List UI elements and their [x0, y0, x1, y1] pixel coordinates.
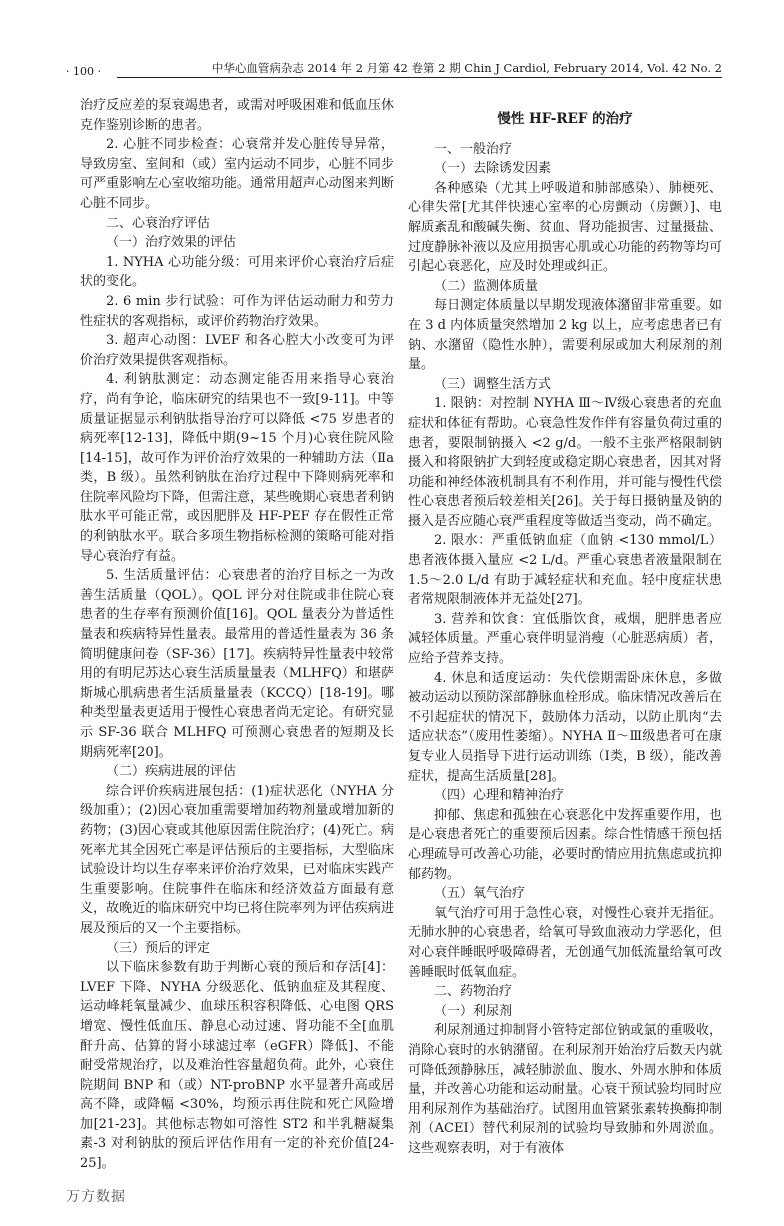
left-column	[80, 96, 394, 1174]
paragraph: 综合评价疾病进展包括：(1)症状恶化（NYHA 分级加重）；(2)因心衰加重需要增加药物剂量或增加新的药物；(3)因心衰或其他原因需住院治疗；(4)死亡。病死率尤其全因死亡率是评估预后的主要指标，大型临床试验设计均以生存率来评价治疗效果，已对临床实践产生重要影响。住院事件在临床和经济效益方面最有意义，故晚近的临床研究中均已将住院率列为评估疾病进展及预后的又一个主要指标。	[80, 783, 394, 936]
paragraph: 氧气治疗可用于急性心衰，对慢性心衰并无指征。无肺水肿的心衰患者，给氧可导致血液动力学恶化，但对心衰伴睡眠呼吸障碍者，无创通气加低流量给氧可改善睡眠时低氧血症。	[408, 905, 722, 980]
paragraph: 利尿剂通过抑制肾小管特定部位钠或氯的重吸收，消除心衰时的水钠潴留。在利尿剂开始治疗后数天内就可降低颈静脉压，减轻肺淤血、腹水、外周水肿和体质量，并改善心功能和运动耐量。心衰干预试验均同时应用利尿剂作为基础治疗。试图用血管紧张素转换酶抑制剂（ACEI）替代利尿剂的试验均导致肺和外周淤血。这些观察表明，对于有液体	[408, 1023, 722, 1156]
section-heading: （二）监测体质量	[434, 278, 539, 294]
right-column	[408, 96, 722, 1174]
section-heading: 二、心衰治疗评估	[106, 215, 211, 231]
paragraph: 以下临床参数有助于判断心衰的预后和存活[4]：LVEF 下降、NYHA 分级恶化、低钠血症及其程度、运动峰耗氧量减少、血球压积容积降低、心电图 QRS 增宽、慢性低血压、静息心动过速、肾功能不全[血肌酐升高、估算的肾小球滤过率（eGFR）降低]、不能耐受常规治疗，以及难治性容量超负荷。此外，心衰住院期间 BNP 和（或）NT-proBNP 水平显著升高或居高不降，或降幅 <30%，均预示再住院和死亡风险增加[21-23]。其他标志物如可溶性 ST2 和半乳糖凝集素-3 对利钠肽的预后评估作用有一定的补充价值[24-25]。	[80, 960, 394, 1172]
section-heading: （五）氧气治疗	[434, 886, 526, 902]
paragraph: 3. 超声心动图：LVEF 和各心腔大小改变可为评价治疗效果提供客观指标。	[80, 333, 394, 368]
paragraph: 4. 利钠肽测定：动态测定能否用来指导心衰治疗，尚有争论，临床研究的结果也不一致[9-11]。中等质量证据显示利钠肽指导治疗可以降低 <75 岁患者的病死率[12-13]，降低中期(9~15 个月)心衰住院风险[14-15]，故可作为评价治疗效果的一种辅助方法（Ⅱa 类，B 级）。虽然利钠肽在治疗过程中下降则病死率和住院率风险均下降，但需注意，某些晚期心衰患者利钠肽水平可能正常，或因肥胖及 HF-PEF 存在假性正常的利钠肽水平。联合多项生物指标检测的策略可能对指导心衰治疗有益。	[80, 372, 394, 564]
page-header	[66, 60, 722, 78]
paragraph: 3. 营养和饮食：宜低脂饮食，戒烟，肥胖患者应减轻体质量。严重心衰伴明显消瘦（心脏恶病质）者，应给予营养支持。	[408, 611, 722, 667]
section-heading: （一）治疗效果的评估	[106, 235, 237, 251]
section-title: 慢性 HF-REF 的治疗	[497, 111, 633, 127]
section-heading: （三）预后的评定	[106, 940, 211, 956]
section-heading: 一、一般治疗	[434, 141, 513, 157]
section-heading: （一）去除诱发因素	[434, 161, 552, 177]
paragraph: 5. 生活质量评估：心衰患者的治疗目标之一为改善生活质量（QOL）。QOL 评分对住院或非住院心衰患者的生存率有预测价值[16]。QOL 量表分为普适性量表和疾病特异性量表。最常用的普适性量表为 36 条简明健康问卷（SF-36）[17]。疾病特异性量表中较常用的有明尼苏达心衰生活质量量表（MLHFQ）和堪萨斯城心肌病患者生活质量量表（KCCQ）[18-19]。哪种类型量表更适用于慢性心衰患者尚无定论。有研究显示 SF-36 联合 MLHFQ 可预测心衰患者的短期及长期病死率[20]。	[80, 568, 394, 760]
paragraph: 2. 心脏不同步检查：心衰常并发心脏传导异常，导致房室、室间和（或）室内运动不同步，心脏不同步可严重影响左心室收缩功能。通常用超声心动图来判断心脏不同步。	[80, 137, 394, 211]
paragraph: 4. 休息和适度运动：失代偿期需卧床休息，多做被动运动以预防深部静脉血栓形成。临床情况改善后在不引起症状的情况下，鼓励体力活动，以防止肌肉“去适应状态”（废用性萎缩）。NYHA Ⅱ～Ⅲ级患者可在康复专业人员指导下进行运动训练（Ⅰ类，B 级），能改善症状，提高生活质量[28]。	[408, 670, 722, 784]
paragraph: 1. 限钠：对控制 NYHA Ⅲ～Ⅳ级心衰患者的充血症状和体征有帮助。心衰急性发作伴有容量负荷过重的患者，要限制钠摄入 <2 g/d。一般不主张严格限制钠摄入和将限钠扩大到轻度或稳定期心衰患者，因其对肾功能和神经体液机制具有不利作用，并可能与慢性代偿性心衰患者预后较差相关[26]。关于每日摄钠量及钠的摄入是否应随心衰严重程度等做适当变动，尚不确定。	[408, 396, 722, 529]
paragraph: 1. NYHA 心功能分级：可用来评价心衰治疗后症状的变化。	[80, 254, 394, 290]
paragraph: 各种感染（尤其上呼吸道和肺部感染）、肺梗死、心律失常[尤其伴快速心室率的心房颤动（房颤）]、电解质紊乱和酸碱失衡、贫血、肾功能损害、过量摄盐、过度静脉补液以及应用损害心肌或心功能的药物等均可引起心衰恶化，应及时处理或纠正。	[408, 180, 722, 275]
section-heading: （三）调整生活方式	[434, 376, 552, 392]
paragraph: 抑郁、焦虑和孤独在心衰恶化中发挥重要作用，也是心衰患者死亡的重要预后因素。综合性情感干预包括心理疏导可改善心功能，必要时酌情应用抗焦虑或抗抑郁药物。	[408, 807, 722, 882]
journal-running-head: 中华心血管病杂志 2014 年 2 月第 42 卷第 2 期 Chin J Cardiol, February 2014, Vol. 42 No. 2	[117, 60, 722, 78]
section-heading: （一）利尿剂	[434, 1003, 513, 1019]
two-column-body	[66, 96, 722, 1174]
section-heading: 二、药物治疗	[434, 984, 513, 1000]
paragraph: 每日测定体质量以早期发现液体潴留非常重要。如在 3 d 内体质量突然增加 2 kg 以上，应考虑患者已有钠、水潴留（隐性水肿），需要利尿或加大利尿剂的剂量。	[408, 298, 722, 373]
section-heading: （四）心理和精神治疗	[434, 788, 565, 804]
wanfang-watermark: 万方数据	[66, 1188, 126, 1205]
paragraph: 2. 限水：严重低钠血症（血钠 <130 mmol/L）患者液体摄入量应 <2 L/d。严重心衰患者液量限制在 1.5～2.0 L/d 有助于减轻症状和充血。轻中度症状患者常规限制液体并无益处[27]。	[408, 533, 722, 608]
section-heading: （二）疾病进展的评估	[106, 764, 237, 780]
paragraph: 2. 6 min 步行试验：可作为评估运动耐力和劳力性症状的客观指标，或评价药物治疗效果。	[80, 293, 394, 329]
page-number: · 100 ·	[66, 65, 101, 78]
paragraph: 治疗反应差的泵衰竭患者，或需对呼吸困难和低血压休克作鉴别诊断的患者。	[80, 98, 394, 133]
